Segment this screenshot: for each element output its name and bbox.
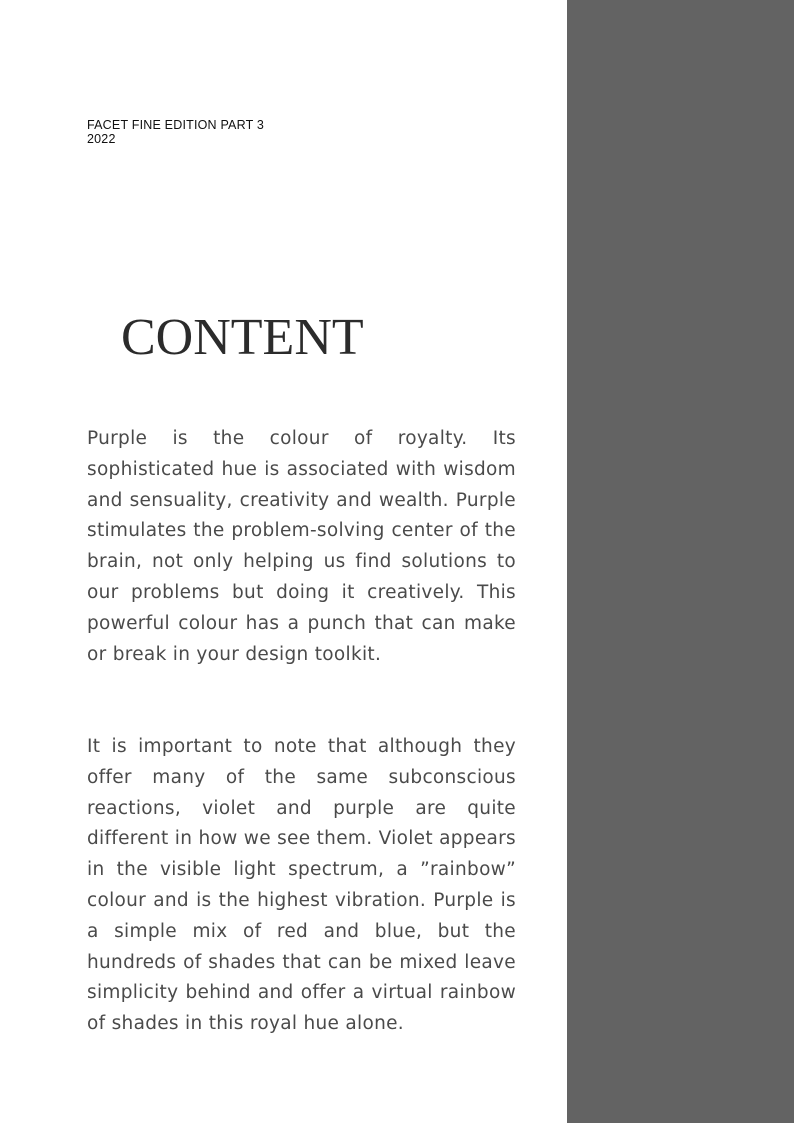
side-panel [567,0,794,1123]
page-title: CONTENT [121,309,364,366]
body-paragraph-2: It is important to note that although they offer many of the same subconscious reactions, violet and purple are quite different in how we see them. Violet appears in the visible light spectrum, a ”rainbow” colour and is the highest vibration. Purple is a simple mix of red and blue, but the hundreds of shades that can be mixed leave simplicity behind and offer a virtual rainbow of shades in this royal hue alone. [87,736,516,1035]
body-paragraph-1: Purple is the colour of royalty. Its sophisticated hue is associated with wisdom and sensuality, creativity and wealth. Purple stimulates the problem-solving center of the brain, not only helping us find solutions to our problems but doing it creatively. This powerful colour has a punch that can make or break in your design toolkit. [87,428,516,665]
edition-year: 2022 [87,132,116,146]
edition-header [87,118,487,146]
edition-line: FACET FINE EDITION PART 3 [87,118,265,132]
